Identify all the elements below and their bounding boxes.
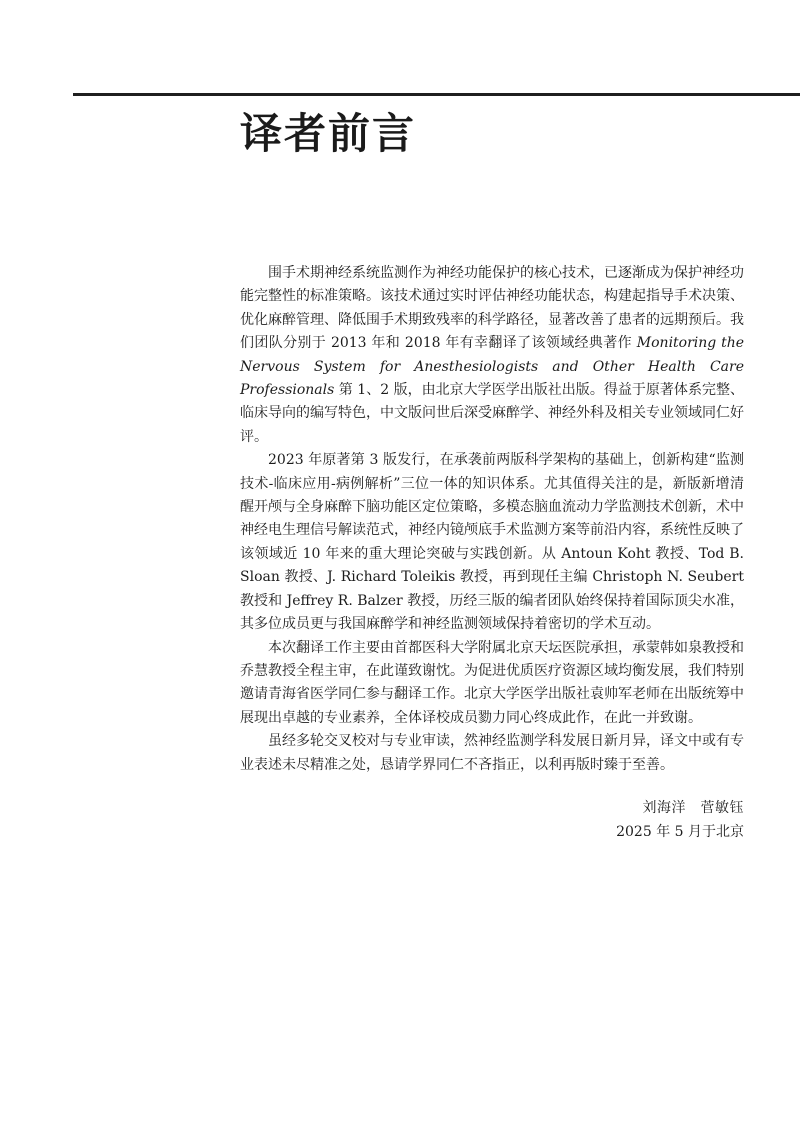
signature-block	[616, 796, 744, 844]
date-place: 2025 年 5 月于北京	[616, 824, 744, 840]
book-title-italic: Monitoring the Nervous System for Anesthesiologists and Other Health Care Professionals	[240, 335, 744, 399]
page-title: 译者前言	[240, 109, 417, 158]
paragraph-1-text-after: 第 1、2 版，由北京大学医学出版社出版。得益于原著体系完整、临床导向的编写特色，中文版问世后深受麻醉学、神经外科及相关专业领域同仁好评。	[240, 382, 744, 445]
paragraph-1-text-before: 围手术期神经系统监测作为神经功能保护的核心技术，已逐渐成为保护神经功能完整性的标准策略。该技术通过实时评估神经功能状态，构建起指导手术决策、优化麻醉管理、降低围手术期致残率的科学路径，显著改善了患者的远期预后。我们团队分别于 2013 年和 2018 年有幸翻译了该领域经典著作	[240, 265, 744, 352]
preface-body	[240, 262, 744, 777]
paragraph-2: 2023 年原著第 3 版发行，在承袭前两版科学架构的基础上，创新构建“监测技术-临床应用-病例解析”三位一体的知识体系。尤其值得关注的是，新版新增清醒开颅与全身麻醉下脑功能区定位策略，多模态脑血流动力学监测技术创新，术中神经电生理信号解读范式，神经内镜颅底手术监测方案等前沿内容，系统性反映了该领域近 10 年来的重大理论突破与实践创新。从 Antoun Koht 教授、Tod B. Sloan 教授、J. Richard Toleikis 教授，再到现任主编 Christoph N. Seubert 教授和 Jeffrey R. Balzer 教授，历经三版的编者团队始终保持着国际顶尖水准，其多位成员更与我国麻醉学和神经监测领域保持着密切的学术互动。	[240, 452, 744, 633]
top-rule	[73, 93, 800, 96]
paragraph-3: 本次翻译工作主要由首都医科大学附属北京天坛医院承担，承蒙韩如泉教授和乔慧教授全程主审，在此谨致谢忱。为促进优质医疗资源区域均衡发展，我们特别邀请青海省医学同仁参与翻译工作。北京大学医学出版社袁帅军老师在出版统筹中展现出卓越的专业素养，全体译校成员勠力同心终成此作，在此一并致谢。	[240, 639, 744, 726]
translator-names: 刘海洋 菅敏钰	[642, 800, 744, 816]
paragraph-1	[240, 262, 744, 449]
paragraph-4: 虽经多轮交叉校对与专业审读，然神经监测学科发展日新月异，译文中或有专业表述未尽精准之处，恳请学界同仁不吝指正，以利再版时臻于至善。	[240, 733, 744, 773]
